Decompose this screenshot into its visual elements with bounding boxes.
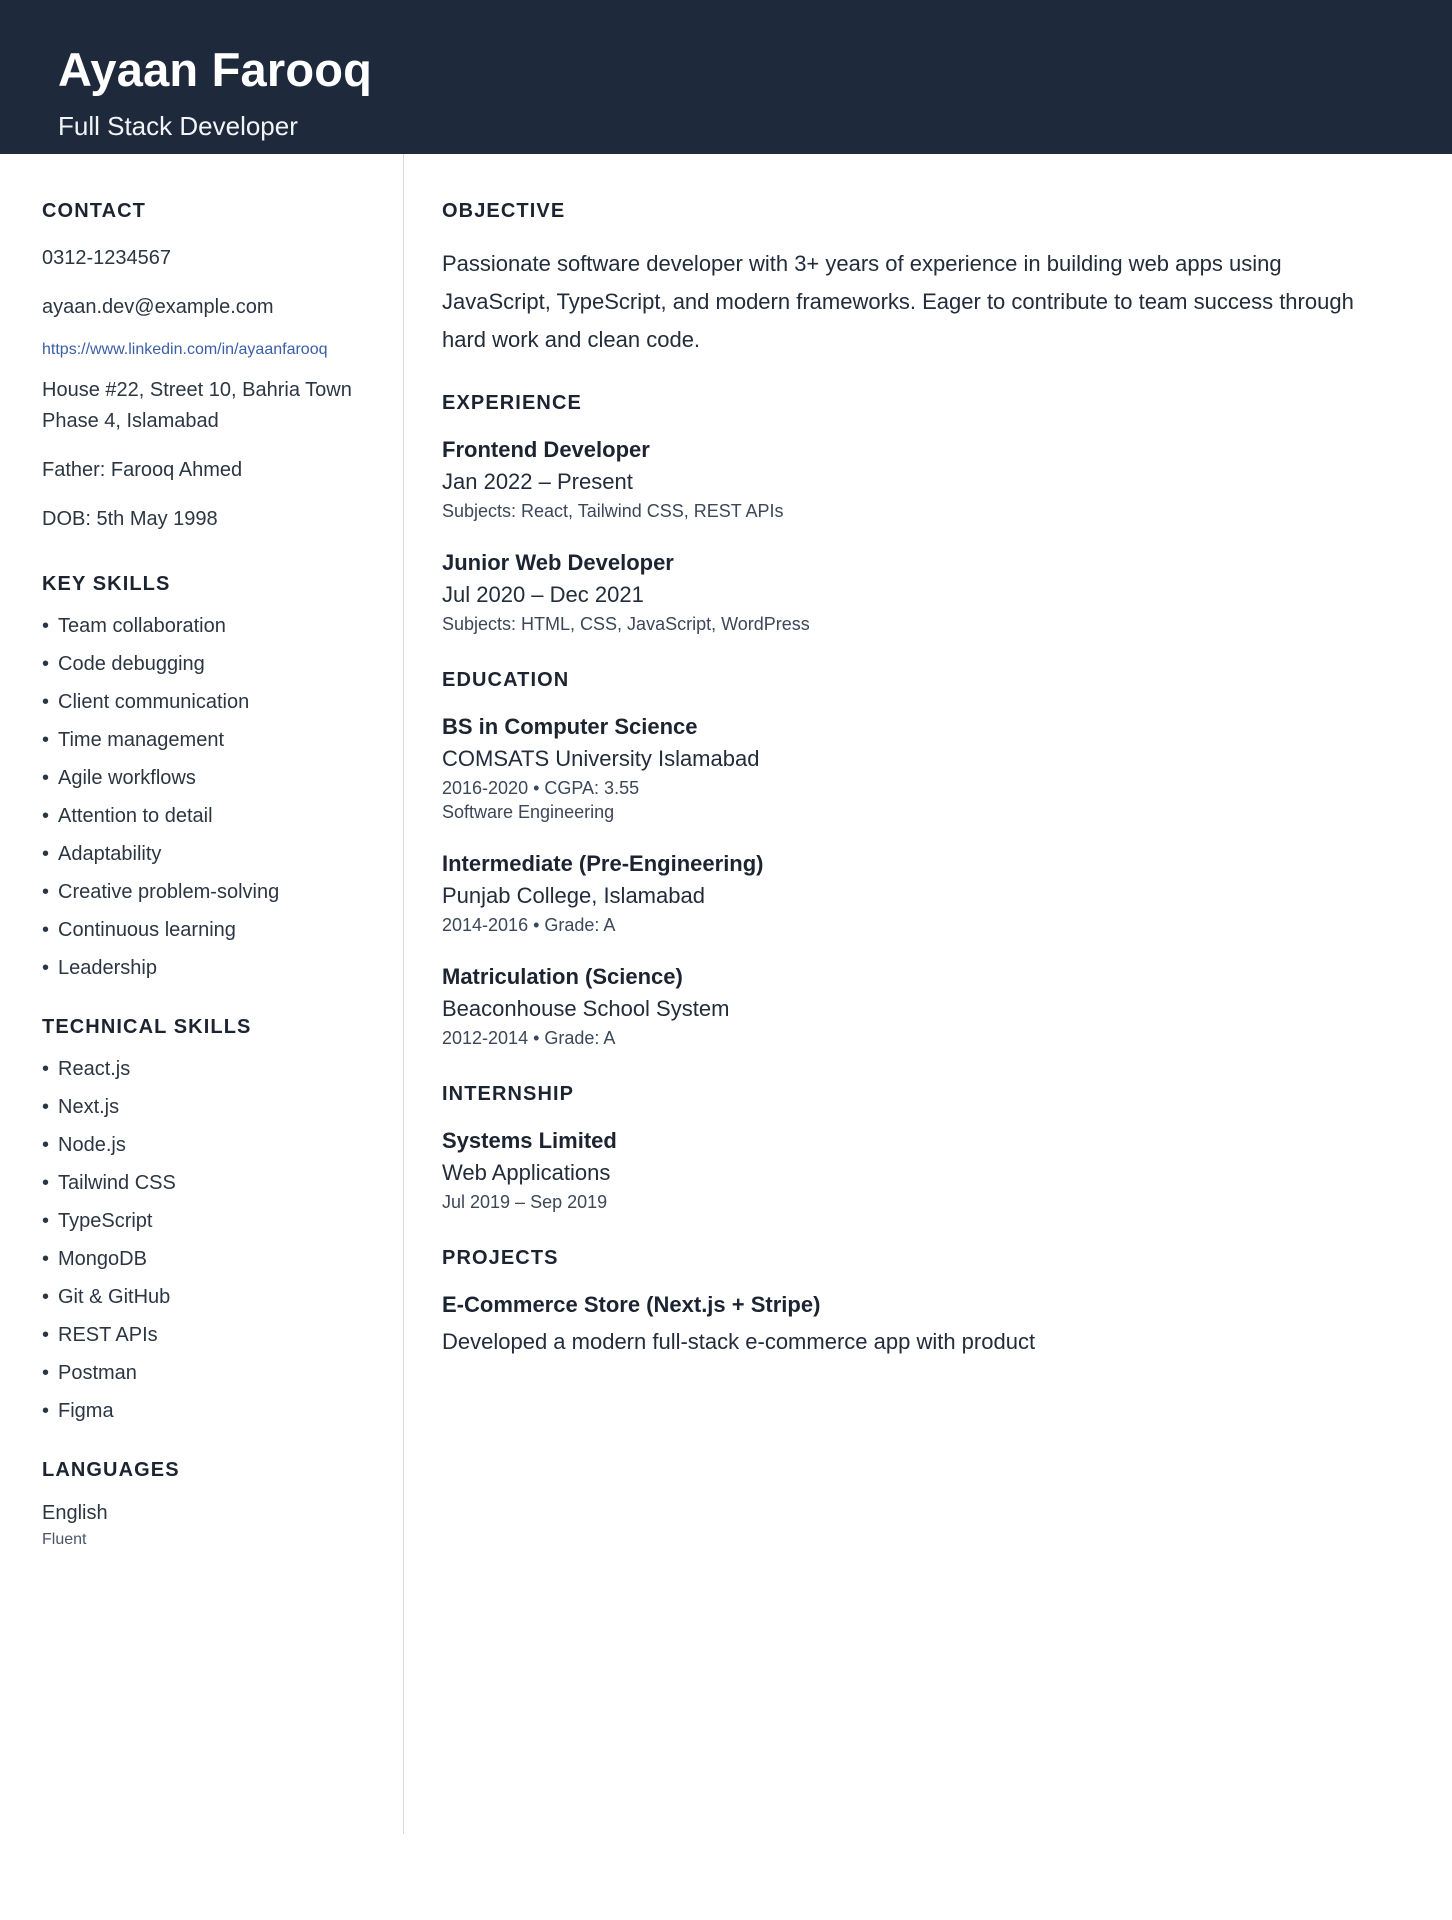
experience-heading: EXPERIENCE <box>442 392 582 415</box>
experience-subjects: Subjects: React, Tailwind CSS, REST APIs <box>442 501 784 522</box>
education-entry <box>442 851 1396 936</box>
technical-skills-list <box>42 1059 369 1421</box>
list-item: • Client communication <box>42 692 369 712</box>
sidebar <box>0 154 404 1834</box>
education-entry <box>442 964 1396 1049</box>
projects-section <box>442 1247 1396 1359</box>
key-skills-section <box>42 573 369 978</box>
education-degree: Matriculation (Science) <box>442 964 683 990</box>
education-institution: Beaconhouse School System <box>442 996 730 1022</box>
list-item: • Git & GitHub <box>42 1287 369 1307</box>
list-item: • Next.js <box>42 1097 369 1117</box>
list-item: • MongoDB <box>42 1249 369 1269</box>
internship-section <box>442 1083 1396 1213</box>
languages-heading: LANGUAGES <box>42 1459 180 1481</box>
list-item: • Code debugging <box>42 654 369 674</box>
list-item: • TypeScript <box>42 1211 369 1231</box>
education-institution: COMSATS University Islamabad <box>442 746 760 772</box>
experience-role: Junior Web Developer <box>442 550 674 576</box>
education-degree: Intermediate (Pre-Engineering) <box>442 851 764 877</box>
contact-linkedin-link[interactable]: https://www.linkedin.com/in/ayaanfarooq <box>42 341 328 358</box>
language-name: English <box>42 1502 108 1524</box>
project-description: Developed a modern full-stack e-commerce app with product <box>442 1329 1036 1355</box>
experience-role: Frontend Developer <box>442 437 650 463</box>
languages-section <box>42 1459 369 1549</box>
technical-skills-heading: TECHNICAL SKILLS <box>42 1016 252 1038</box>
resume-header <box>0 0 1452 154</box>
internship-dates: Jul 2019 – Sep 2019 <box>442 1192 608 1213</box>
project-entry <box>442 1292 1396 1359</box>
list-item: • Tailwind CSS <box>42 1173 369 1193</box>
objective-text: Passionate software developer with 3+ years of experience in building web apps using JavaScript, TypeScript, and modern frameworks. Eager to contribute to team success through hard work and clean code. <box>442 251 1354 352</box>
list-item: • React.js <box>42 1059 369 1079</box>
list-item: • Team collaboration <box>42 616 369 636</box>
education-institution: Punjab College, Islamabad <box>442 883 705 909</box>
internship-company: Systems Limited <box>442 1128 617 1154</box>
contact-father: Father: Farooq Ahmed <box>42 459 243 481</box>
experience-dates: Jan 2022 – Present <box>442 469 633 495</box>
education-heading: EDUCATION <box>442 669 570 692</box>
internship-entry <box>442 1128 1396 1213</box>
list-item: • Postman <box>42 1363 369 1383</box>
projects-heading: PROJECTS <box>442 1247 559 1270</box>
objective-heading: OBJECTIVE <box>442 200 566 222</box>
list-item: • REST APIs <box>42 1325 369 1345</box>
experience-dates: Jul 2020 – Dec 2021 <box>442 582 644 608</box>
education-meta: 2012-2014 • Grade: A <box>442 1028 616 1049</box>
education-degree: BS in Computer Science <box>442 714 698 740</box>
objective-section <box>442 200 1396 358</box>
list-item: • Attention to detail <box>42 806 369 826</box>
contact-address: House #22, Street 10, Bahria Town Phase 4, Islamabad <box>42 379 352 432</box>
resume-body <box>0 154 1452 1834</box>
contact-phone: 0312-1234567 <box>42 247 172 269</box>
experience-entry <box>442 437 1396 522</box>
education-field: Software Engineering <box>442 802 615 823</box>
list-item: • Agile workflows <box>42 768 369 788</box>
project-name: E-Commerce Store (Next.js + Stripe) <box>442 1292 821 1318</box>
education-entry <box>442 714 1396 823</box>
list-item: • Continuous learning <box>42 920 369 940</box>
technical-skills-section <box>42 1016 369 1421</box>
language-level: Fluent <box>42 1531 87 1548</box>
list-item: • Adaptability <box>42 844 369 864</box>
contact-section <box>42 200 369 535</box>
experience-subjects: Subjects: HTML, CSS, JavaScript, WordPress <box>442 614 810 635</box>
internship-heading: INTERNSHIP <box>442 1083 575 1106</box>
list-item: • Figma <box>42 1401 369 1421</box>
contact-heading: CONTACT <box>42 200 146 222</box>
contact-email: ayaan.dev@example.com <box>42 296 274 318</box>
education-meta: 2014-2016 • Grade: A <box>442 915 616 936</box>
experience-entry <box>442 550 1396 635</box>
list-item: • Time management <box>42 730 369 750</box>
contact-dob: DOB: 5th May 1998 <box>42 508 218 530</box>
list-item: • Creative problem-solving <box>42 882 369 902</box>
list-item: • Node.js <box>42 1135 369 1155</box>
key-skills-list <box>42 616 369 978</box>
experience-section <box>442 392 1396 635</box>
internship-area: Web Applications <box>442 1160 611 1186</box>
candidate-name: Ayaan Farooq <box>58 43 373 96</box>
list-item: • Leadership <box>42 958 369 978</box>
main-column <box>404 154 1452 1834</box>
education-meta: 2016-2020 • CGPA: 3.55 <box>442 778 640 799</box>
candidate-role: Full Stack Developer <box>58 110 298 141</box>
key-skills-heading: KEY SKILLS <box>42 573 171 595</box>
education-section <box>442 669 1396 1049</box>
